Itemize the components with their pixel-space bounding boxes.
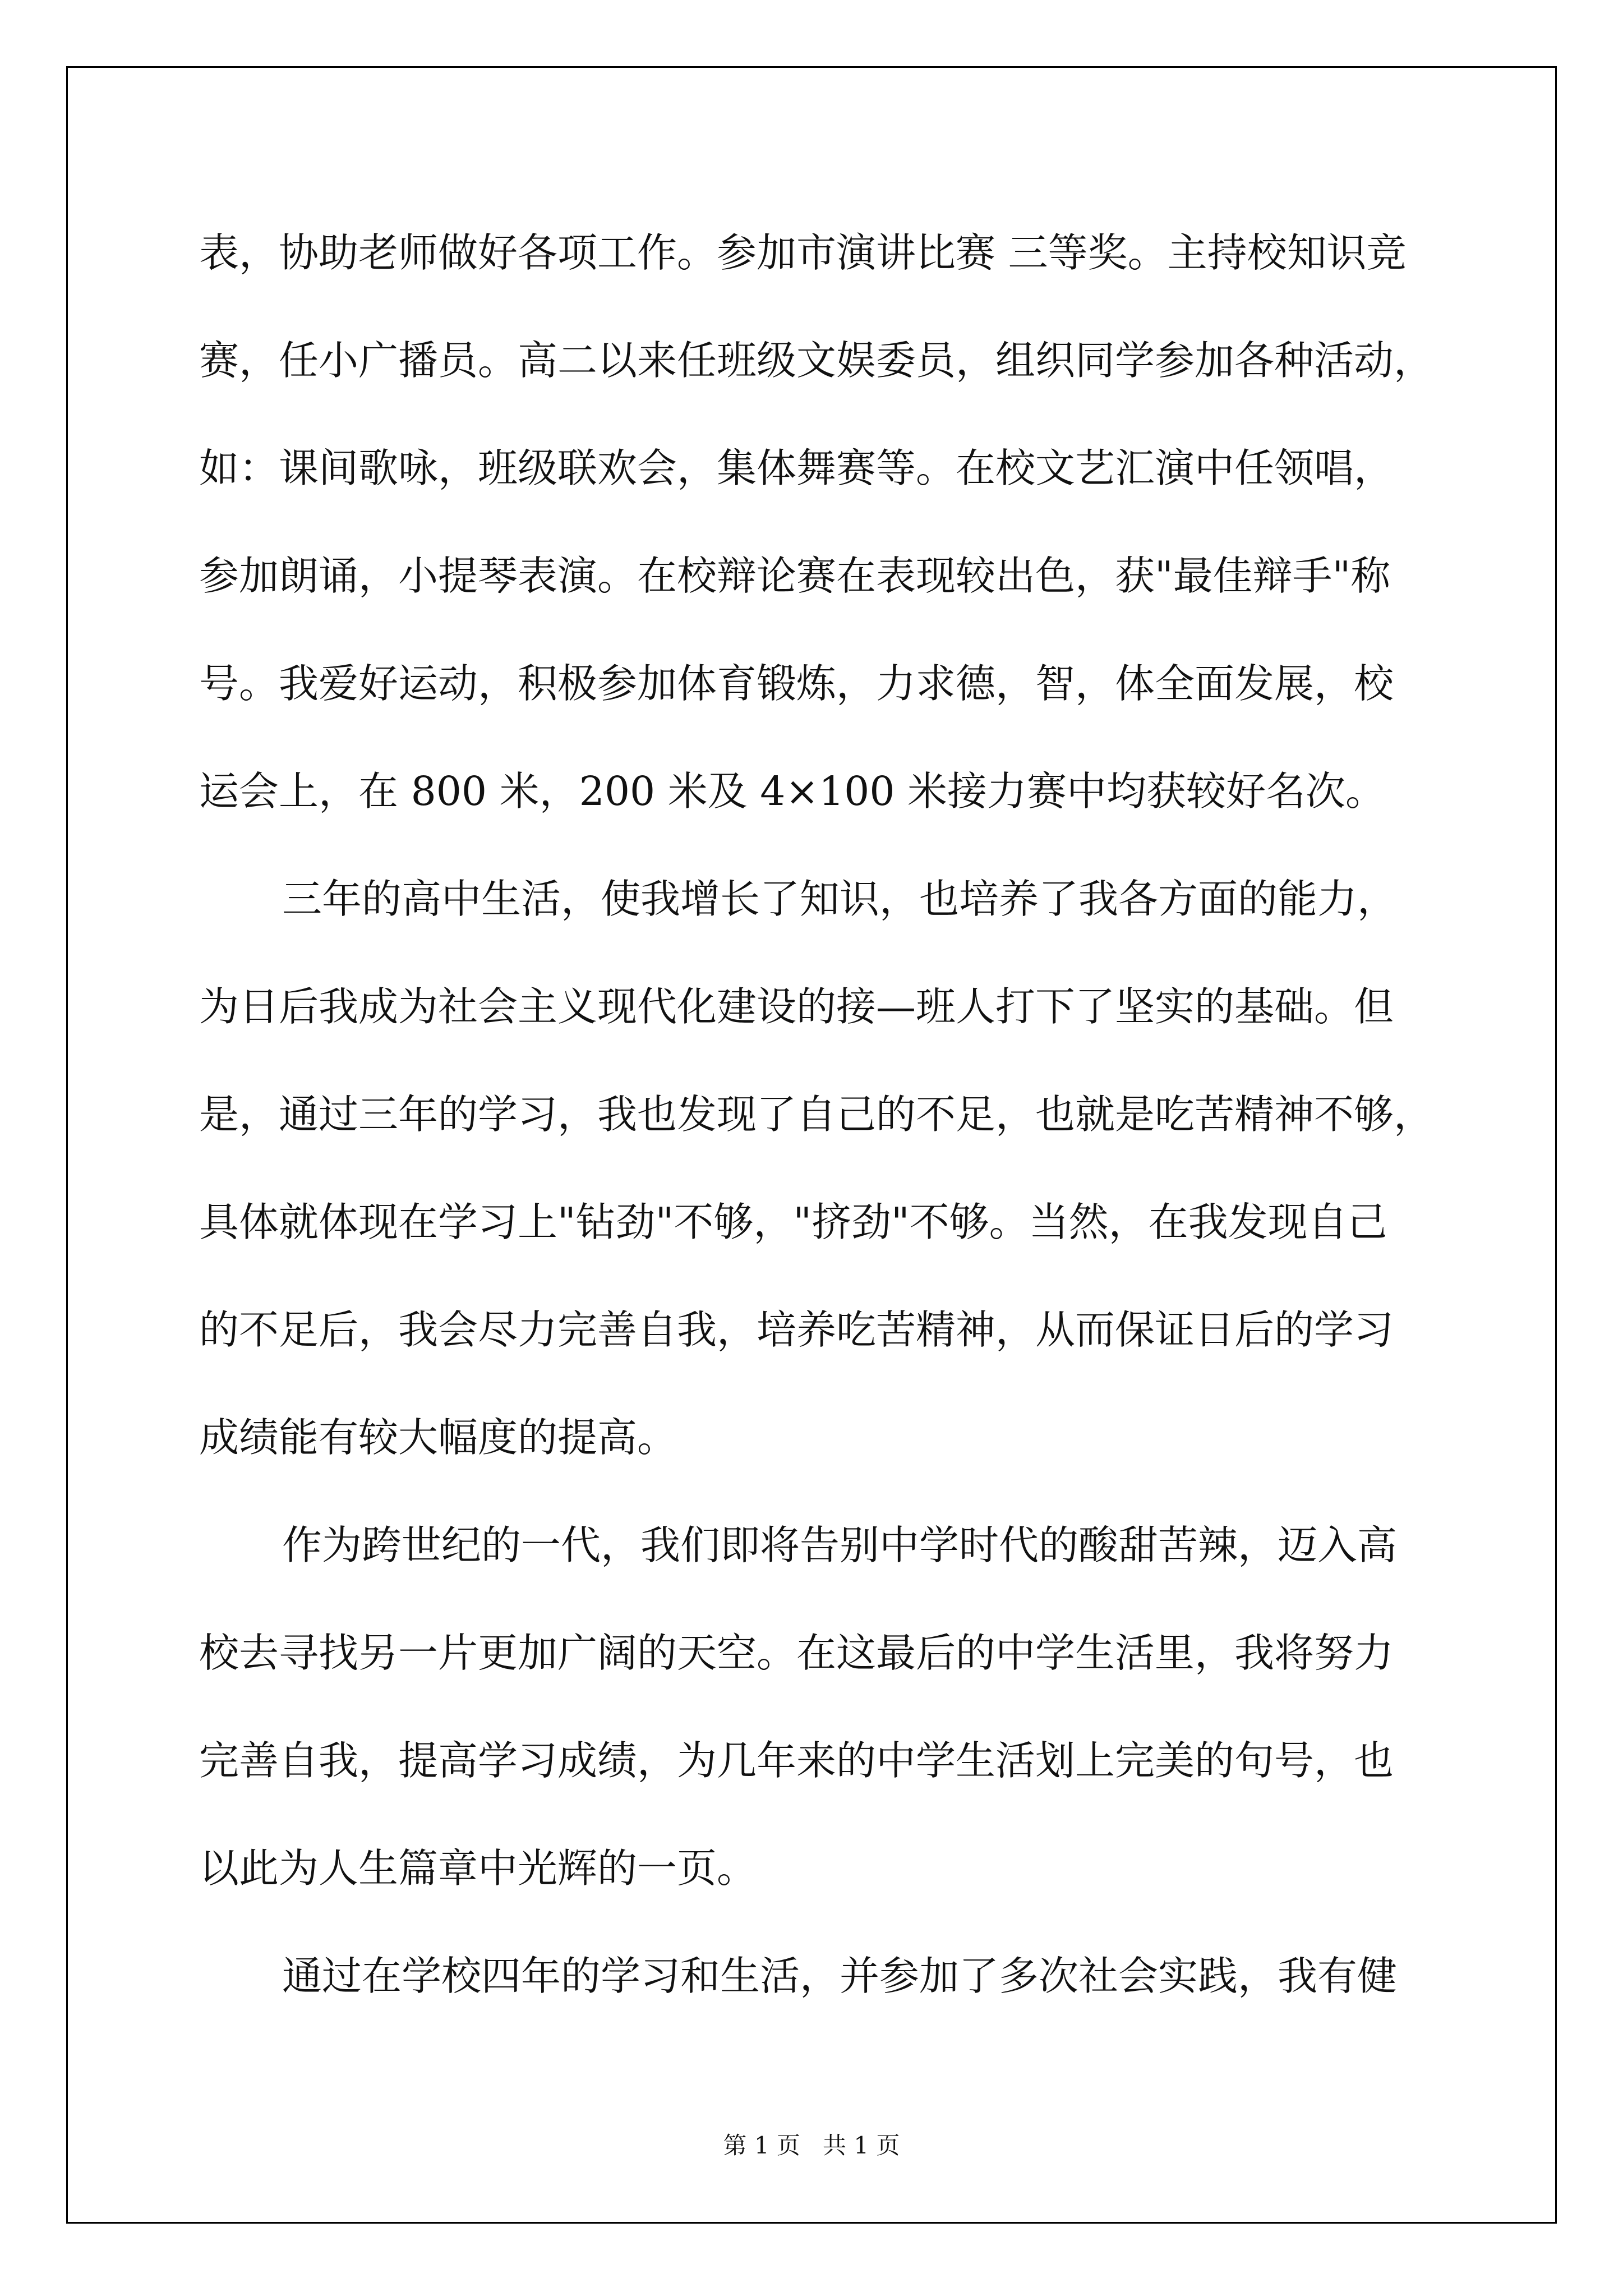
text-line: 具体就体现在学习上"钻劲"不够，"挤劲"不够。当然，在我发现自己: [199, 1199, 1387, 1245]
page-footer: 第 1 页 共 1 页: [723, 2132, 900, 2159]
text-line: 运会上，在 800 米，200 米及 4×100 米接力赛中均获较好名次。: [199, 768, 1386, 815]
text-line: 成绩能有较大幅度的提高。: [199, 1414, 677, 1461]
text-line: 参加朗诵，小提琴表演。在校辩论赛在表现较出色，获"最佳辩手"称: [199, 553, 1391, 599]
text-line: 号。我爱好运动，积极参加体育锻炼，力求德，智，体全面发展，校: [199, 660, 1394, 707]
text-line: 是，通过三年的学习，我也发现了自己的不足，也就是吃苦精神不够，: [199, 1091, 1434, 1138]
text-line: 表，协助老师做好各项工作。参加市演讲比赛 三等奖。主持校知识竞: [199, 229, 1407, 276]
paragraph-first-line: 三年的高中生活，使我增长了知识，也培养了我各方面的能力，: [282, 876, 1398, 922]
text-line: 为日后我成为社会主义现代化建设的接—班人打下了坚实的基础。但: [199, 983, 1394, 1030]
paragraph-first-line: 作为跨世纪的一代，我们即将告别中学时代的酸甜苦辣，迈入高: [282, 1522, 1398, 1568]
text-line: 以此为人生篇章中光辉的一页。: [199, 1845, 757, 1892]
text-line: 的不足后，我会尽力完善自我，培养吃苦精神，从而保证日后的学习: [199, 1306, 1394, 1353]
paragraph-first-line: 通过在学校四年的学习和生活，并参加了多次社会实践，我有健: [282, 1953, 1398, 1999]
document-body: [199, 199, 1450, 2030]
text-line: 赛，任小广播员。高二以来任班级文娱委员，组织同学参加各种活动，: [199, 337, 1434, 384]
text-line: 完善自我，提高学习成绩，为几年来的中学生活划上完美的句号，也: [199, 1737, 1394, 1784]
text-line: 如：课间歌咏，班级联欢会，集体舞赛等。在校文艺汇演中任领唱，: [199, 445, 1394, 491]
text-line: 校去寻找另一片更加广阔的天空。在这最后的中学生活里，我将努力: [199, 1630, 1394, 1676]
